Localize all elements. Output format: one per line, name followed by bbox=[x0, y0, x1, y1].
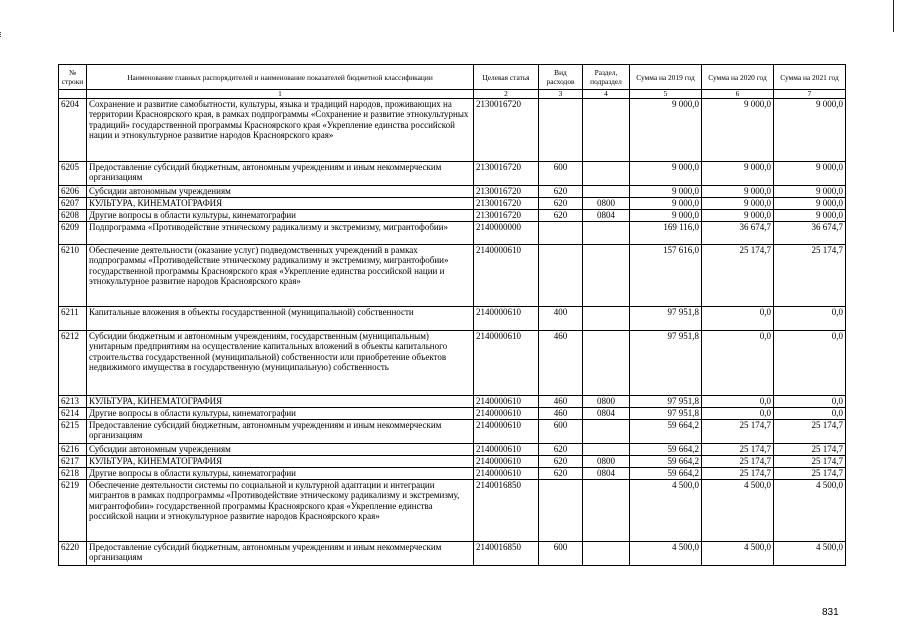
table-row bbox=[59, 330, 846, 395]
row-number: 6210 bbox=[59, 244, 87, 306]
header-sum-2020: Сумма на 2020 год bbox=[702, 65, 774, 90]
row-sum-2019: 9 000,0 bbox=[630, 197, 702, 209]
page-number: 831 bbox=[822, 607, 839, 618]
row-sum-2020: 9 000,0 bbox=[702, 197, 774, 209]
row-sum-2019: 97 951,8 bbox=[630, 395, 702, 407]
row-sum-2019: 9 000,0 bbox=[630, 98, 702, 161]
row-sum-2020: 9 000,0 bbox=[702, 161, 774, 185]
header-section: Раздел, подраздел bbox=[583, 65, 630, 90]
row-section bbox=[583, 541, 630, 565]
scan-mark bbox=[0, 32, 4, 37]
row-expense-type bbox=[539, 479, 583, 541]
row-section: 0800 bbox=[583, 455, 630, 467]
row-sum-2020: 0,0 bbox=[702, 395, 774, 407]
row-sum-2019: 97 951,8 bbox=[630, 306, 702, 330]
row-sum-2021: 25 174,7 bbox=[774, 244, 846, 306]
column-number: 7 bbox=[774, 90, 846, 99]
row-number: 6205 bbox=[59, 161, 87, 185]
row-number: 6209 bbox=[59, 221, 87, 244]
row-target-article: 2140000610 bbox=[474, 244, 539, 306]
column-number: 5 bbox=[630, 90, 702, 99]
row-sum-2019: 169 116,0 bbox=[630, 221, 702, 244]
row-section: 0800 bbox=[583, 395, 630, 407]
row-section bbox=[583, 185, 630, 197]
row-number: 6218 bbox=[59, 467, 87, 479]
row-expense-type: 400 bbox=[539, 306, 583, 330]
row-sum-2020: 4 500,0 bbox=[702, 541, 774, 565]
row-sum-2021: 9 000,0 bbox=[774, 161, 846, 185]
row-number: 6207 bbox=[59, 197, 87, 209]
row-name: Другие вопросы в области культуры, кинематографии bbox=[87, 209, 474, 221]
row-number: 6219 bbox=[59, 479, 87, 541]
header-sum-2019: Сумма на 2019 год bbox=[630, 65, 702, 90]
row-sum-2020: 9 000,0 bbox=[702, 185, 774, 197]
table-row bbox=[59, 185, 846, 197]
row-sum-2019: 59 664,2 bbox=[630, 419, 702, 443]
column-number: 4 bbox=[583, 90, 630, 99]
column-number: 2 bbox=[474, 90, 539, 99]
row-target-article: 2140000610 bbox=[474, 455, 539, 467]
row-name: Обеспечение деятельности (оказание услуг) подведомственных учреждений в рамках подпрограммы «Противодействие этническому радикализму и экстремизму, мигрантофобии» государственной программы Красноярского края «Укрепление единства российской нации и этнокультурное развитие народов Красноярского края» bbox=[87, 244, 474, 306]
row-section bbox=[583, 330, 630, 395]
table-row bbox=[59, 541, 846, 565]
row-sum-2019: 4 500,0 bbox=[630, 479, 702, 541]
row-target-article: 2140000610 bbox=[474, 467, 539, 479]
row-sum-2021: 0,0 bbox=[774, 395, 846, 407]
page-edge-line bbox=[893, 0, 894, 32]
row-target-article: 2140000000 bbox=[474, 221, 539, 244]
row-expense-type: 620 bbox=[539, 443, 583, 455]
row-sum-2019: 4 500,0 bbox=[630, 541, 702, 565]
row-sum-2021: 36 674,7 bbox=[774, 221, 846, 244]
row-name: Предоставление субсидий бюджетным, автономным учреждениям и иным некоммерческим организациям bbox=[87, 541, 474, 565]
row-target-article: 2140000610 bbox=[474, 395, 539, 407]
table-row bbox=[59, 306, 846, 330]
column-number bbox=[59, 90, 87, 99]
row-section: 0804 bbox=[583, 407, 630, 419]
row-section bbox=[583, 479, 630, 541]
budget-table bbox=[58, 64, 846, 566]
row-sum-2020: 4 500,0 bbox=[702, 479, 774, 541]
table-row bbox=[59, 455, 846, 467]
row-expense-type: 600 bbox=[539, 541, 583, 565]
row-sum-2020: 0,0 bbox=[702, 407, 774, 419]
row-target-article: 2130016720 bbox=[474, 209, 539, 221]
row-sum-2021: 0,0 bbox=[774, 330, 846, 395]
row-sum-2020: 36 674,7 bbox=[702, 221, 774, 244]
row-number: 6213 bbox=[59, 395, 87, 407]
table-row bbox=[59, 419, 846, 443]
column-number: 1 bbox=[87, 90, 474, 99]
row-name: Капитальные вложения в объекты государственной (муниципальной) собственности bbox=[87, 306, 474, 330]
row-sum-2021: 4 500,0 bbox=[774, 479, 846, 541]
row-name: Предоставление субсидий бюджетным, автономным учреждениям и иным некоммерческим организациям bbox=[87, 161, 474, 185]
row-sum-2021: 9 000,0 bbox=[774, 185, 846, 197]
table-row bbox=[59, 395, 846, 407]
row-name: КУЛЬТУРА, КИНЕМАТОГРАФИЯ bbox=[87, 197, 474, 209]
column-number-row bbox=[59, 90, 846, 99]
row-section bbox=[583, 98, 630, 161]
row-section: 0804 bbox=[583, 467, 630, 479]
row-name: Субсидии автономным учреждениям bbox=[87, 185, 474, 197]
table-row bbox=[59, 161, 846, 185]
row-number: 6208 bbox=[59, 209, 87, 221]
row-name: Обеспечение деятельности системы по социальной и культурной адаптации и интеграции мигрантов в рамках подпрограммы «Противодействие этническому радикализму и экстремизму, мигрантофобии» государственной программы Красноярского края «Укрепление единства российской нации и этнокультурное развитие народов Красноярского края» bbox=[87, 479, 474, 541]
row-target-article: 2130016720 bbox=[474, 197, 539, 209]
row-name: Другие вопросы в области культуры, кинематографии bbox=[87, 407, 474, 419]
row-expense-type: 600 bbox=[539, 161, 583, 185]
row-target-article: 2130016720 bbox=[474, 161, 539, 185]
row-sum-2020: 25 174,7 bbox=[702, 419, 774, 443]
header-row-no: № строки bbox=[59, 65, 87, 90]
row-section bbox=[583, 221, 630, 244]
row-number: 6211 bbox=[59, 306, 87, 330]
row-number: 6204 bbox=[59, 98, 87, 161]
row-sum-2019: 9 000,0 bbox=[630, 161, 702, 185]
row-target-article: 2140000610 bbox=[474, 443, 539, 455]
row-target-article: 2140000610 bbox=[474, 419, 539, 443]
row-expense-type bbox=[539, 221, 583, 244]
row-expense-type: 460 bbox=[539, 330, 583, 395]
table-row bbox=[59, 209, 846, 221]
row-sum-2020: 0,0 bbox=[702, 330, 774, 395]
row-target-article: 2130016720 bbox=[474, 185, 539, 197]
row-name: Другие вопросы в области культуры, кинематографии bbox=[87, 467, 474, 479]
row-number: 6216 bbox=[59, 443, 87, 455]
table-row bbox=[59, 467, 846, 479]
row-sum-2020: 25 174,7 bbox=[702, 443, 774, 455]
row-sum-2021: 25 174,7 bbox=[774, 443, 846, 455]
row-sum-2019: 157 616,0 bbox=[630, 244, 702, 306]
row-sum-2020: 25 174,7 bbox=[702, 467, 774, 479]
row-expense-type bbox=[539, 244, 583, 306]
row-expense-type: 460 bbox=[539, 395, 583, 407]
row-target-article: 2130016720 bbox=[474, 98, 539, 161]
row-expense-type: 620 bbox=[539, 197, 583, 209]
column-number: 3 bbox=[539, 90, 583, 99]
row-section bbox=[583, 443, 630, 455]
row-target-article: 2140016850 bbox=[474, 541, 539, 565]
row-name: Подпрограмма «Противодействие этническому радикализму и экстремизму, мигрантофобии» bbox=[87, 221, 474, 244]
header-row bbox=[59, 65, 846, 90]
row-sum-2020: 9 000,0 bbox=[702, 98, 774, 161]
row-section bbox=[583, 161, 630, 185]
row-sum-2019: 59 664,2 bbox=[630, 455, 702, 467]
row-sum-2021: 25 174,7 bbox=[774, 467, 846, 479]
row-sum-2019: 97 951,8 bbox=[630, 330, 702, 395]
table-row bbox=[59, 443, 846, 455]
row-section: 0800 bbox=[583, 197, 630, 209]
row-section: 0804 bbox=[583, 209, 630, 221]
row-sum-2021: 25 174,7 bbox=[774, 455, 846, 467]
row-sum-2020: 0,0 bbox=[702, 306, 774, 330]
header-expense-type: Вид расходов bbox=[539, 65, 583, 90]
row-number: 6220 bbox=[59, 541, 87, 565]
header-name: Наименование главных распорядителей и наименование показателей бюджетной классификации bbox=[87, 65, 474, 90]
row-sum-2021: 25 174,7 bbox=[774, 419, 846, 443]
table-row bbox=[59, 479, 846, 541]
row-expense-type: 460 bbox=[539, 407, 583, 419]
table-row bbox=[59, 221, 846, 244]
row-section bbox=[583, 244, 630, 306]
row-number: 6215 bbox=[59, 419, 87, 443]
row-sum-2019: 9 000,0 bbox=[630, 185, 702, 197]
row-target-article: 2140000610 bbox=[474, 330, 539, 395]
row-target-article: 2140000610 bbox=[474, 306, 539, 330]
column-number: 6 bbox=[702, 90, 774, 99]
row-sum-2021: 9 000,0 bbox=[774, 209, 846, 221]
row-expense-type: 620 bbox=[539, 467, 583, 479]
row-name: КУЛЬТУРА, КИНЕМАТОГРАФИЯ bbox=[87, 395, 474, 407]
row-section bbox=[583, 306, 630, 330]
row-sum-2021: 0,0 bbox=[774, 306, 846, 330]
table-row bbox=[59, 197, 846, 209]
row-target-article: 2140000610 bbox=[474, 407, 539, 419]
row-expense-type: 620 bbox=[539, 209, 583, 221]
row-target-article: 2140016850 bbox=[474, 479, 539, 541]
row-sum-2019: 97 951,8 bbox=[630, 407, 702, 419]
row-sum-2020: 25 174,7 bbox=[702, 455, 774, 467]
row-sum-2020: 25 174,7 bbox=[702, 244, 774, 306]
row-name: Сохранение и развитие самобытности, культуры, языка и традиций народов, проживающих на территории Красноярского края, в рамках подпрограммы «Сохранение и развитие этнокультурных традиций» государственной программы Красноярского края «Укрепление единства российской нации и этнокультурное развитие народов Красноярского края» bbox=[87, 98, 474, 161]
row-sum-2021: 4 500,0 bbox=[774, 541, 846, 565]
row-expense-type bbox=[539, 98, 583, 161]
row-sum-2020: 9 000,0 bbox=[702, 209, 774, 221]
table-row bbox=[59, 98, 846, 161]
header-target-article: Целевая статья bbox=[474, 65, 539, 90]
row-sum-2021: 0,0 bbox=[774, 407, 846, 419]
table-row bbox=[59, 244, 846, 306]
row-number: 6217 bbox=[59, 455, 87, 467]
header-sum-2021: Сумма на 2021 год bbox=[774, 65, 846, 90]
row-number: 6214 bbox=[59, 407, 87, 419]
row-sum-2021: 9 000,0 bbox=[774, 98, 846, 161]
table-row bbox=[59, 407, 846, 419]
row-expense-type: 620 bbox=[539, 455, 583, 467]
row-name: Предоставление субсидий бюджетным, автономным учреждениям и иным некоммерческим организациям bbox=[87, 419, 474, 443]
row-sum-2019: 59 664,2 bbox=[630, 443, 702, 455]
row-name: Субсидии автономным учреждениям bbox=[87, 443, 474, 455]
row-expense-type: 620 bbox=[539, 185, 583, 197]
row-name: Субсидии бюджетным и автономным учреждениям, государственным (муниципальным) унитарным предприятиям на осуществление капитальных вложений в объекты капитального строительства государственной (муниципальной) собственности или приобретение объектов недвижимого имущества в государственную (муниципальную) собственность bbox=[87, 330, 474, 395]
row-name: КУЛЬТУРА, КИНЕМАТОГРАФИЯ bbox=[87, 455, 474, 467]
row-section bbox=[583, 419, 630, 443]
row-expense-type: 600 bbox=[539, 419, 583, 443]
row-sum-2021: 9 000,0 bbox=[774, 197, 846, 209]
row-number: 6206 bbox=[59, 185, 87, 197]
row-sum-2019: 59 664,2 bbox=[630, 467, 702, 479]
row-number: 6212 bbox=[59, 330, 87, 395]
row-sum-2019: 9 000,0 bbox=[630, 209, 702, 221]
